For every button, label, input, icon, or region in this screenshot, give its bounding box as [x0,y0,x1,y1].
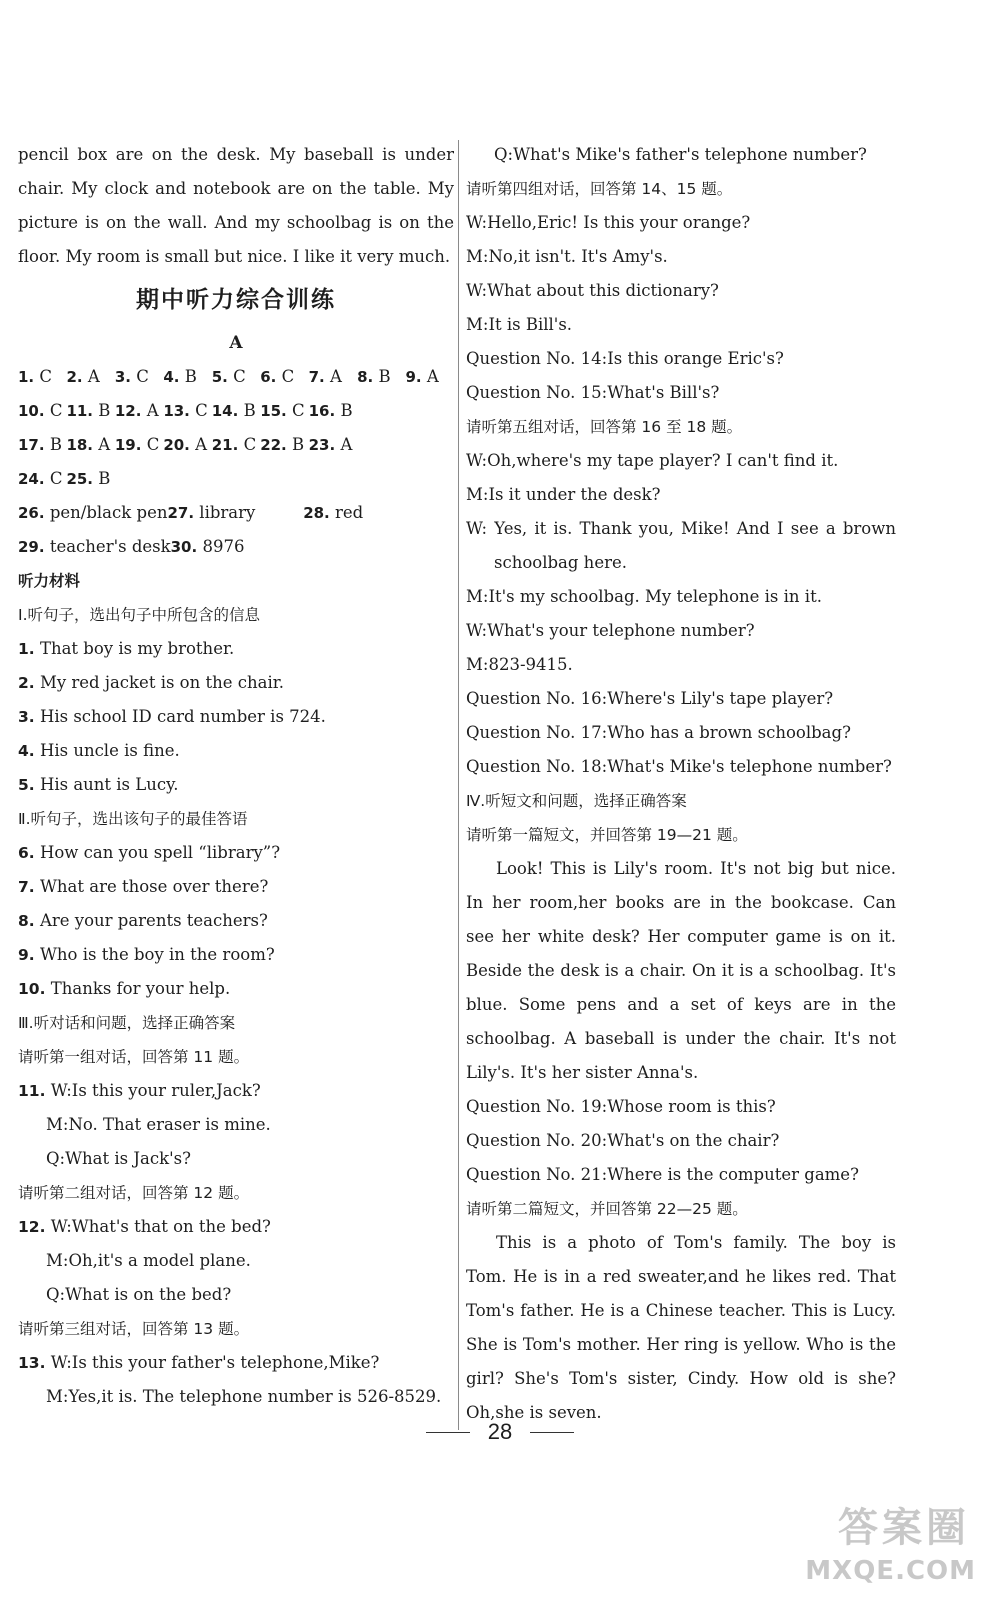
dialogue-line: M:No. That eraser is mine. [46,1115,271,1134]
group-heading: 请听第五组对话，回答第 16 至 18 题。 [466,418,743,436]
answer-key [18,360,454,496]
answer-cell [18,394,66,428]
fill-answers-row [18,530,454,564]
section-heading: Ⅲ.听对话和问题，选择正确答案 [18,1014,236,1032]
answer-cell [66,394,114,428]
answer-choice: A [98,435,111,454]
answer-cell [18,462,66,496]
item-text: His uncle is fine. [39,741,180,760]
dialogue-line: M:823-9415. [466,655,573,674]
question-line: Question No. 19:Whose room is this? [466,1097,776,1116]
fill-answer: 28. red [303,503,364,522]
answer-choice: A [330,367,342,386]
answer-cell [260,428,308,462]
intro-line: floor. My room is small but nice. I like it very much. [18,247,451,266]
answer-row [18,462,454,496]
list-item [18,768,454,802]
item-number: 8. [18,912,35,930]
answer-cell [115,394,163,428]
answer-choice: C [243,435,257,454]
answer-number: 12. [114,402,142,420]
answer-cell [406,462,454,496]
list-item [18,904,454,938]
fill-answer: 27. library [167,503,256,522]
passage-line: In her room,her books are in the bookcase. Can [466,893,896,912]
intro-line: chair. My clock and notebook are on the table. My [18,179,454,198]
answer-choice: C [195,401,208,420]
passage-line: She is Tom's mother. Her ring is yellow. Who is the [466,1335,896,1354]
section-heading: Ⅱ.听句子，选出该句子的最佳答语 [18,810,248,828]
answer-cell [260,462,308,496]
passage-line: see her white desk? Her computer game is on it. [466,927,896,946]
answer-choice: C [49,469,63,488]
answer-number: 19. [114,436,142,454]
question-line: 13. W:Is this your father's telephone,Mike? [18,1353,380,1372]
answer-choice: A [87,367,100,386]
answer-choice: B [184,367,197,386]
answer-cell [406,428,454,462]
answer-number: 24. [18,470,45,488]
dialogue-line: Question No. 14:Is this orange Eric's? [466,349,784,368]
answer-number: 20. [163,436,190,454]
item-number: 1. [18,640,35,658]
answer-number: 23. [308,436,336,454]
answer-choice: B [243,401,256,420]
answer-cell [115,360,163,394]
answer-number: 4. [163,368,180,386]
answer-cell [309,394,357,428]
answer-choice: C [136,367,149,386]
group-heading: 请听第四组对话，回答第 14、15 题。 [466,180,733,198]
answer-cell [260,360,308,394]
list-item [18,972,454,1006]
dialogue-line: Q:What is Jack's? [46,1149,191,1168]
answer-choice: B [98,401,111,420]
answer-cell [406,360,454,394]
answer-choice: A [195,435,208,454]
dialogue-line: M:It's my schoolbag. My telephone is in it. [466,587,822,606]
passage-line: Tom. He is in a red sweater,and he likes red. That [466,1267,896,1286]
question-line: 11. W:Is this your ruler,Jack? [18,1081,261,1100]
dialogue-line: W:Hello,Eric! Is this your orange? [466,213,751,232]
answer-number: 7. [308,368,325,386]
right-column [466,138,896,1430]
answer-number: 21. [211,436,239,454]
passage-line: Tom's father. He is a Chinese teacher. This is Lucy. [466,1301,896,1320]
answer-choice: C [49,401,63,420]
dialogue-line: M:No,it isn't. It's Amy's. [466,247,668,266]
page-number: 28 [487,1419,513,1444]
passage-line: Lily's. It's her sister Anna's. [466,1063,699,1082]
dialogue-block [466,138,896,512]
answer-cell [163,428,211,462]
answer-cell [18,360,66,394]
list-item [18,700,454,734]
footer-rule [426,1432,470,1433]
item-number: 6. [18,844,35,862]
item-text: His school ID card number is 724. [39,707,326,726]
answer-cell [115,428,163,462]
question-line: Question No. 21:Where is the computer game? [466,1165,859,1184]
answer-cell [406,394,454,428]
answer-choice: B [49,435,62,454]
answer-cell [309,428,357,462]
answer-choice: B [98,469,111,488]
list-item [18,870,454,904]
section-heading: Ⅰ.听句子，选出句子中所包含的信息 [18,606,260,624]
answer-cell [357,462,405,496]
passage-heading: 请听第一篇短文，并回答第 19—21 题。 [466,826,748,844]
item-list [18,632,454,802]
answer-row [18,360,454,394]
fill-answer: 26. pen/black pen [18,503,168,522]
answer-cell [309,462,357,496]
answer-number: 8. [357,368,374,386]
answer-number: 16. [308,402,336,420]
dialogue-line: Question No. 16:Where's Lily's tape player? [466,689,834,708]
material-label: 听力材料 [18,572,81,590]
answer-number: 11. [66,402,94,420]
group-heading: 请听第一组对话，回答第 11 题。 [18,1048,250,1066]
answer-choice: C [233,367,246,386]
dialogue-line: W: Yes, it is. Thank you, Mike! And I see a brown [466,519,896,538]
fill-answers-row [18,496,454,530]
question-list [466,1090,896,1192]
answer-cell [115,462,163,496]
watermark-logo [780,1494,980,1586]
dialogue-line: Question No. 15:What's Bill's? [466,383,720,402]
answer-cell [66,428,114,462]
answer-cell [66,360,114,394]
answer-cell [357,428,405,462]
item-text: Who is the boy in the room? [39,945,275,964]
answer-number: 6. [260,368,277,386]
left-column [18,138,454,1414]
dialogue-block [466,580,896,784]
answer-number: 2. [66,368,83,386]
item-number: 10. [18,980,46,998]
dialogue-line: Q:What is on the bed? [46,1285,232,1304]
item-number: 9. [18,946,35,964]
item-list [18,836,454,1006]
answer-cell [163,462,211,496]
list-item [18,836,454,870]
answer-cell [212,428,260,462]
footer-rule [530,1432,574,1433]
dialogue-line: W:What's your telephone number? [466,621,755,640]
question-line: Question No. 20:What's on the chair? [466,1131,780,1150]
answer-number: 1. [18,368,35,386]
answer-choice: C [292,401,305,420]
dialogue-line: W:Oh,where's my tape player? I can't find it. [466,451,839,470]
item-number: 4. [18,742,35,760]
section-heading: Ⅳ.听短文和问题，选择正确答案 [466,792,687,810]
fill-answer: 30. 8976 [170,537,245,556]
answer-number: 9. [405,368,422,386]
answer-choice: A [426,367,439,386]
item-number: 7. [18,878,35,896]
answer-row [18,428,454,462]
answer-choice: B [292,435,305,454]
intro-line: pencil box are on the desk. My baseball is under [18,145,454,164]
section-title: 期中听力综合训练 [136,287,336,313]
answer-number: 3. [114,368,132,386]
list-item [18,734,454,768]
answer-cell [309,360,357,394]
intro-line: picture is on the wall. And my schoolbag is on the [18,213,454,232]
fill-answer: 29. teacher's desk [18,537,171,556]
answer-choice: B [340,401,353,420]
passage-heading: 请听第二篇短文，并回答第 22—25 题。 [466,1200,748,1218]
list-item [18,666,454,700]
group-heading: 请听第二组对话，回答第 12 题。 [18,1184,250,1202]
passage-line: Beside the desk is a chair. On it is a schoolbag. It's [466,961,896,980]
answer-cell [357,394,405,428]
answer-number: 25. [66,470,94,488]
passage [466,852,896,1056]
answer-choice: C [281,367,295,386]
watermark-text: 答案圈 [838,1505,970,1551]
answer-number: 15. [260,402,287,420]
dialogue-line: M:It is Bill's. [466,315,573,334]
watermark-url: MXQE.COM [805,1556,976,1586]
answer-cell [66,462,114,496]
passage-line: This is a photo of Tom's family. The boy is [496,1233,896,1252]
passage-line: schoolbag. A baseball is under the chair. It's not [466,1029,896,1048]
dialogue-line: Question No. 17:Who has a brown schoolbag? [466,723,851,742]
answer-choice: C [39,367,53,386]
question-line: 12. W:What's that on the bed? [18,1217,271,1236]
item-number: 5. [18,776,35,794]
passage [466,1226,896,1396]
item-number: 3. [18,708,35,726]
passage-line: Oh,she is seven. [466,1403,602,1422]
answer-cell [163,394,211,428]
answer-choice: B [378,367,391,386]
answer-cell [163,360,211,394]
dialogue-line: Question No. 18:What's Mike's telephone number? [466,757,892,776]
passage-line: Look! This is Lily's room. It's not big but nice. [496,859,896,878]
answer-number: 10. [18,402,45,420]
answer-cell [357,360,405,394]
dialogue-line: M:Yes,it is. The telephone number is 526-8529. [46,1387,442,1406]
dialogue-line: schoolbag here. [494,553,627,572]
item-text: Thanks for your help. [50,979,231,998]
answer-cell [212,462,260,496]
dialogue-line: W:What about this dictionary? [466,281,719,300]
answer-number: 13. [163,402,190,420]
item-text: My red jacket is on the chair. [39,673,285,692]
answer-number: 18. [66,436,94,454]
list-item [18,632,454,666]
item-text: What are those over there? [39,877,269,896]
passage-line: blue. Some pens and a set of keys are in the [466,995,896,1014]
item-number: 2. [18,674,35,692]
answer-choice: C [146,435,160,454]
dialogue-line: Q:What's Mike's father's telephone number? [494,145,867,164]
answer-number: 5. [211,368,228,386]
list-item [18,938,454,972]
answer-cell [260,394,308,428]
item-text: How can you spell “library”? [39,843,281,862]
column-divider [458,140,459,1430]
section-subtitle: A [229,333,243,353]
passage-line: girl? She's Tom's sister, Cindy. How old is she? [466,1369,896,1388]
answer-choice: A [146,401,159,420]
dialogue-line: M:Is it under the desk? [466,485,661,504]
page-footer [0,1412,1000,1452]
item-text: His aunt is Lucy. [39,775,179,794]
answer-number: 14. [211,402,239,420]
answer-cell [18,428,66,462]
dialogue-line: M:Oh,it's a model plane. [46,1251,251,1270]
group-heading: 请听第三组对话，回答第 13 题。 [18,1320,250,1338]
answer-choice: A [340,435,353,454]
item-text: That boy is my brother. [39,639,235,658]
item-text: Are your parents teachers? [39,911,268,930]
answer-cell [212,360,260,394]
answer-cell [212,394,260,428]
answer-number: 22. [260,436,287,454]
answer-number: 17. [18,436,45,454]
answer-row [18,394,454,428]
